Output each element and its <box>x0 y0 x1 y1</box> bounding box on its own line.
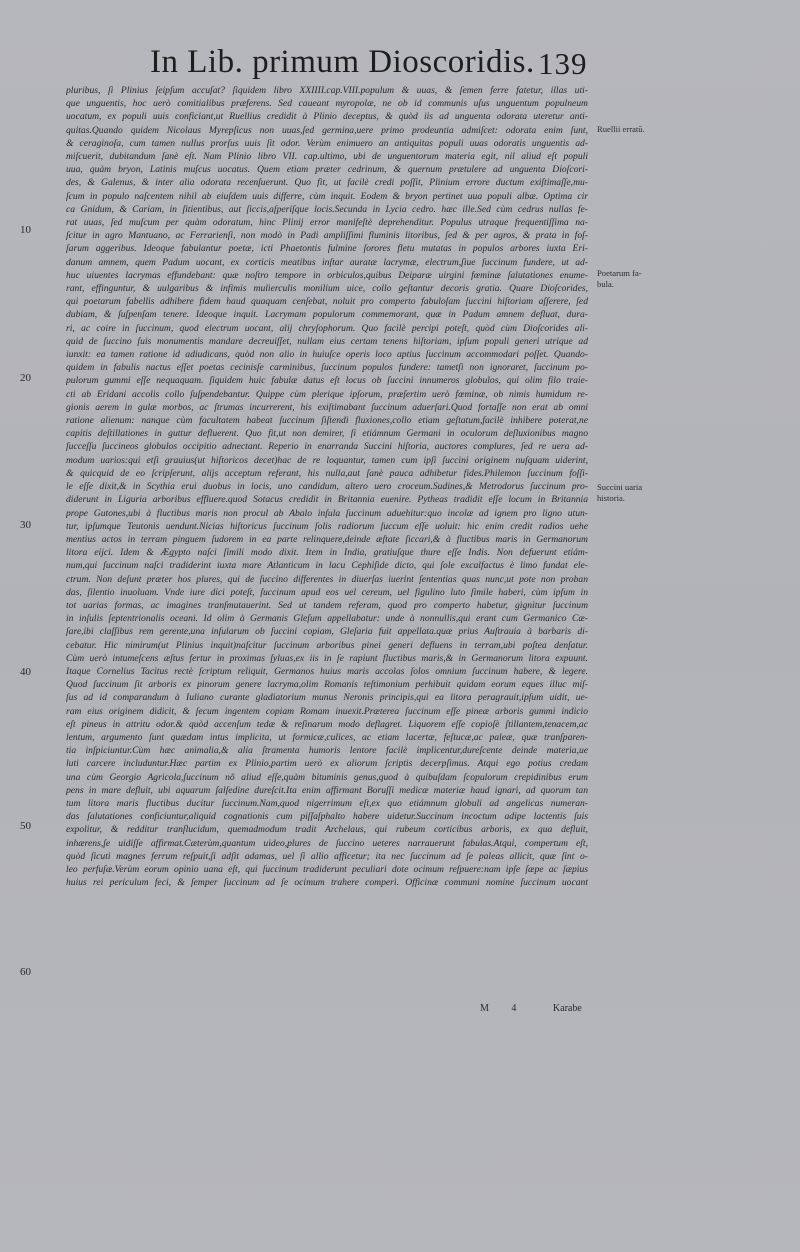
text-line: cti ab Eridani accolis collo ſuſpendebantur. Quippe cùm plerique ipſorum, præſertim uerò fœminæ, ob nimis humidum re- <box>66 388 588 400</box>
text-line: luti carcere includuntur.Hæc partim ex Plinio,partim uerò ex aliorum ſcriptis decerpſimus. Atqui ego potius credam <box>66 758 588 770</box>
text-line: huc uiuentes lacrymas effundebant: quæ noſtro tempore in orbiculos,quibus Deiparæ uirgini fœminæ ſalutationes enume- <box>66 269 588 281</box>
text-line: prope Gutones,ubi à fluctibus maris non procul ab Abalo inſula ſuccinum aduehitur:quo incolæ ad ignem pro ligno utun- <box>66 507 588 519</box>
margin-note-amber-history <box>597 482 677 503</box>
text-line: tot uarias formas, ac imagines tranſmutauerint. Sed ut tandem referam, quod pro comperto habetur, gignitur ſuccinum <box>66 599 588 611</box>
text-line: das ſalutationes conficiuntur,aliquid cognationis cum piſſaſphalto habere uidetur.Succinum incoctum adipe lactentis ſuis <box>66 811 588 823</box>
text-line: diderunt in Liguria arboribus effluere.quod Sotacus credidit in Britannia euenire. Pytheas tradidit eſſe locum in Britannia <box>66 494 588 506</box>
text-line: iunxit: ea tamen ratione id adiudicans, quòd non alio in huiuſce operis loco aptius ſuccinum accommodari poſſet. Quando- <box>66 349 588 361</box>
text-line: quitas.Quando quidem Nicolaus Myrepſicus non uuas,ſed germina,uere primo prodeuntia admiſcet: odorata enim ſunt, <box>66 124 588 136</box>
text-line: capitis deſtillationes in guttur defluerent. Quo fit,ut non demirer, ſi etiámnum Germani in oculorum deſluxionibus magno <box>66 428 588 440</box>
text-line: huius rei periculum feci, & ſemper ſuccinum ad ſe ocimum trahere comperi. Officinæ communi nomine ſuccinum uocant <box>66 877 588 889</box>
margin-note-text: Succini uaria <box>597 482 643 492</box>
text-line: tum litora maris fluctibus ducitur ſuccinum.Nam,quod nigerrimum eſt,ex quo etiámnum globuli ad angelicas numeran- <box>66 797 588 809</box>
text-line: ratione alienum: nanque cùm facultatem habeat ſuccinum ſiſtendi fluxiones,collo etiam geſtatum,facilè inhibere poterat,ne <box>66 415 588 427</box>
line-number-40: 40 <box>20 666 31 678</box>
margin-note-text: Poetarum fa- <box>597 268 642 278</box>
line-number-30: 30 <box>20 519 31 531</box>
text-line: ſcum in populo naſcentem nihil ab eiuſdem uuis differre, cùm inquit. Eodem & bryon pertinet uua populi albæ. Optima cir <box>66 190 588 202</box>
text-line: rant, effinguntur, & uulgaribus & infimis mulierculis monilium uice, collo geſtantur decoris gratia. Quare Dioſcorides, <box>66 283 588 295</box>
text-line: ri, ac coire in ſuccinum, quod electrum uocant, alij chryſophorum. Quo facilè percipi poteſt, quòd cùm Dioſcorides ali- <box>66 322 588 334</box>
margin-note-ruellius <box>597 124 677 135</box>
text-line: ſcitur in agro Mantuano, ac Ferrarienſi, non modò in Padi ampliſſimi fluminis litoribus, ſed & per agros, & prata in foſ- <box>66 230 588 242</box>
text-line: Cùm uerò intumeſcens æſtus fertur in proximas ſyluas,ex iis in ſe rapiunt fluctibus maris,& in Germanorum litora expuunt. <box>66 652 588 664</box>
text-line: lentum, argumento ſunt quædam intus implicita, ut formicæ,culices, ac etiam lacertæ, feſtucæ,ac paleæ, quæ tranſparen- <box>66 731 588 743</box>
text-line: Itaque Cornelius Tacitus rectè ſcriptum reliquit, Germanos huius maris accolas ſolos omnium ſuccinum habere, & legere. <box>66 665 588 677</box>
text-line: & ceraginoſa, cum tamen nullus prorſus uuis ſit odor. Verùm enimuero an antiquitas populi uuas odoratis unguentis ad- <box>66 137 588 149</box>
text-line: pens in mare defluit, ubi aquarum ſalſedine dureſcit.Ita enim affirmant Boruſſi medicæ materiæ haud ignari, ad quorum tan <box>66 784 588 796</box>
margin-note-text: Ruellii erratū. <box>597 124 645 134</box>
text-line: leo perfuſæ.Verùm eorum opinio uana eſt, qui ſuccinum tradiderunt peculiari dote ocimum reſpuere:nam ipſe ſæpe ac ſæpius <box>66 863 588 875</box>
text-line: mentius actos in terram pinguem ſudorem in ea parte relinquere,deinde æſtate ſiccari,& à fluctibus maris in Germanorum <box>66 533 588 545</box>
margin-note-text: historia. <box>597 492 625 503</box>
margin-note-fable <box>597 268 677 289</box>
text-line: quid de ſuccino ſuis monumentis mandare decreuiſſet, nullam eius certam tenens hiſtoriam, ipſum populi generi utrique ad <box>66 335 588 347</box>
page-number: 139 <box>538 46 588 81</box>
text-line: una cùm Georgio Agricola,ſuccinum nõ aliud eſſe,quàm bituminis genus,quod à quibuſdam ſcopulorum crepidinibus erum <box>66 771 588 783</box>
text-line: le eſſe dixit,& in Scythia erui duobus in locis, uno candidum, altero uero croceum.Sudines,& Metrodorus ſuccinum pro- <box>66 481 588 493</box>
signature-number: 4 <box>511 1003 517 1014</box>
text-line: expolitur, & redditur tranſlucidum, quemadmodum tradit Archelaus, qui rubeum corticibus arboris, ex qua defluit, <box>66 824 588 836</box>
text-line: in inſulis ſeptentrionalis oceani. Id olim à Germanis Gleſum appellabatur: unde à nonnullis,qui erant cum Germanico Cæ- <box>66 613 588 625</box>
line-number-10: 10 <box>20 224 31 236</box>
line-number-20: 20 <box>20 372 31 384</box>
signature-mark: M <box>480 1003 489 1014</box>
text-line: litora eijci. Idem & Ægypto naſci ſimili modo dixit. Item in India, gratiuſque thure eſſe Indis. Non defuerunt etiám- <box>66 547 588 559</box>
text-line: quidem in fabulis nactus eſſet poetas cecinisſe carminibus, ſuccinum populos fundere: tametſi non ignoraret, ſuccinum po- <box>66 362 588 374</box>
text-line: inhærens,ſe uidiſſe affirmat.Cæterùm,quantum uideo,plures de ſuccino ueteres narrauerunt fabulas.Atqui, compertum eſt, <box>66 837 588 849</box>
text-line: des, & Galenus, & inter alia odorata recenſuerunt. Quo fit, ut facilè credi poſſit, Plinium errore ductum exiſtimaſſe,mu- <box>66 177 588 189</box>
text-line: ram eius originem didicit, & ſecum ingentem copiam Romam inuexit.Præterea ſuccinum eſſe pineæ arboris gummi indicio <box>66 705 588 717</box>
text-line: gionis aerem in gulæ morbos, ac ſtrumas incurrerent, his exiſtimabant ſuccinum aduerſari.Quod fortaſſe non erat ab omni <box>66 401 588 413</box>
body-text <box>66 84 588 889</box>
text-line: danum amnem, quem Padum uocant, ex corticis meatibus inſtar auratæ lacrymæ, electrum,ſiue ſuccinum fundere, ut ad- <box>66 256 588 268</box>
text-line: das, ſilentio inuoluam. Vnde iure dici poteſt, ſuccinum apud eos uel cereum, uel figulino luto ſimile haberi, cùm ipſum in <box>66 586 588 598</box>
text-line: eſt pineus in attritu odor.& quòd accenſum tedæ & reſinarum modo deflagret. Liquorem eſſe copioſè ſtillantem,tenacem,ac <box>66 718 588 730</box>
text-line: ctrum. Non deſunt præter hos plures, qui de ſuccino differentes in diuerſas iuerint ſententias quas nunc,ut pote non proban <box>66 573 588 585</box>
text-line: ſare,ibi claſſibus rem gerente,una inſularum ob ſuccini copiam, Gleſaria fuit appellata.quæ prius Auſtrauia à barbaris di- <box>66 626 588 638</box>
text-line: miſcuerit, dubitandum ſanè eſt. Nam Plinio libro VII. cap.ultimo, ubi de unguentorum materia egit, nil aliud eſt populi <box>66 151 588 163</box>
text-line: rat uuas, ſed muſcum per quàm odoratum, hinc Plinij error manifeſtè deprehenditur. Populus utraque frequentiſſima na- <box>66 217 588 229</box>
margin-note-text: bula. <box>597 278 614 289</box>
text-line: ca Gnidum, & Cariam, in ſitientibus, aut ſiccis,aſperiſque locis.Secunda in Lycia cedro. hæc ille.Sed cùm cedrus nullas fe- <box>66 203 588 215</box>
text-line: & quicquid de eo ſcripſerunt, alijs acceptum referant, his nulla,aut ſanè pauca adhibetur fides.Philemon ſuccinum foſſi- <box>66 467 588 479</box>
line-number-60: 60 <box>20 966 31 978</box>
text-line: uocatum, ex populi uuis conficiant,ut Ruellius credidit à Plinio deceptus, & quòd iis ad unguenta odorata uteretur anti- <box>66 111 588 123</box>
text-line: qui poetarum fabellis adhibere fidem haud quaquam cenſebat, noluit pro comperto fabuloſam ſuccini hiſtoriam aſſerere, ſed <box>66 296 588 308</box>
text-line: ſarum aggeribus. Ideoque fabulantur poetæ, icti Phaetontis fulmine ſorores fletu mutatas in populos arbores iuxta Eri- <box>66 243 588 255</box>
running-title: In Lib. primum Dioscoridis. <box>150 44 535 80</box>
text-line: tia inſpiciuntur.Cùm hæc animalia,& alia ſtramenta humoris lentore facilè implicentur,dureſcente deinde materia,ue <box>66 745 588 757</box>
text-line: tur, ipſumque Teutonis uendunt.Nicias hiſtoricus ſuccinum ſolis radiorum ſuccum eſſe uoluit: hic enim credit radios uehe <box>66 520 588 532</box>
text-line: Quod ſuccinum ſit arboris ex pinorum genere lacryma,olim Romanis teſtimonium perhibuit quidam eorum eques illuc miſ- <box>66 679 588 691</box>
text-line: pluribus, ſi Plinius ſeipſum accuſat? ſiquidem libro XXIIII.cap.VIII.populum & uuas, & ſemen ferre fatetur, illas uti- <box>66 85 588 96</box>
text-line: num,qui ſuccinum naſci tradiderint iuxta mare Atlanticum in lacu Cephiſide dicto, qui ſole excalfactus è limo fundat ele- <box>66 560 588 572</box>
text-line: dubiam, & ſuſpenſam tenere. Ideoque inquit. Lacrymam populorum commemorant, quæ in Padum amnem defluat, dura- <box>66 309 588 321</box>
text-line: pulorum gummi eſſe nequaquam. ſiquidem huic fabulæ datus eſt locus ob ſuccini innumeros globulos, qui olim filo traie- <box>66 375 588 387</box>
text-line: modum uarios:qui etſi grauius(ut hiſtoricos decet)hac de re loquantur, tamen cum ipſi ſuccini originem nuſquam uiderint, <box>66 454 588 466</box>
text-line: quòd ſicuti magnes ferrum reſpuit,ſi adſit adamas, uel ſi allio afficetur; ita nec ſuccinum ad ſe paleas allicit, quæ ſint o- <box>66 850 588 862</box>
catchword: Karabe <box>552 1003 582 1014</box>
text-line: cebatur. Hic nimirum(ut Plinius inquit)naſcitur ſuccinum arboribus pinei generi defluens in terram,ubi poſtea denſatur. <box>66 639 588 651</box>
line-number-50: 50 <box>20 820 31 832</box>
text-line: uua, quàm bryon, Latinis muſcus uocatus. Quem etiam præter cedrinum, & quernum prætulere ad unguenta Dioſcori- <box>66 164 588 176</box>
text-line: ſus ad id comparandum à Iuliano curante gladiatorium munus Neronis principis,qui ea litora peragrauit,ipſum uidit, ue- <box>66 692 588 704</box>
running-header <box>0 44 800 88</box>
signature-line <box>480 1003 582 1014</box>
text-line: que unguentis, hoc uerò comitialibus præferens. Sed caueant myropolæ, ne ob id communis uſus unguentum populneum <box>66 98 588 110</box>
text-line: ſucceſſu ſuccineos globulos occipitio adnectant. Reperio in enarranda Succini hiſtoria, auctores complures, ſed re uera ad- <box>66 441 588 453</box>
